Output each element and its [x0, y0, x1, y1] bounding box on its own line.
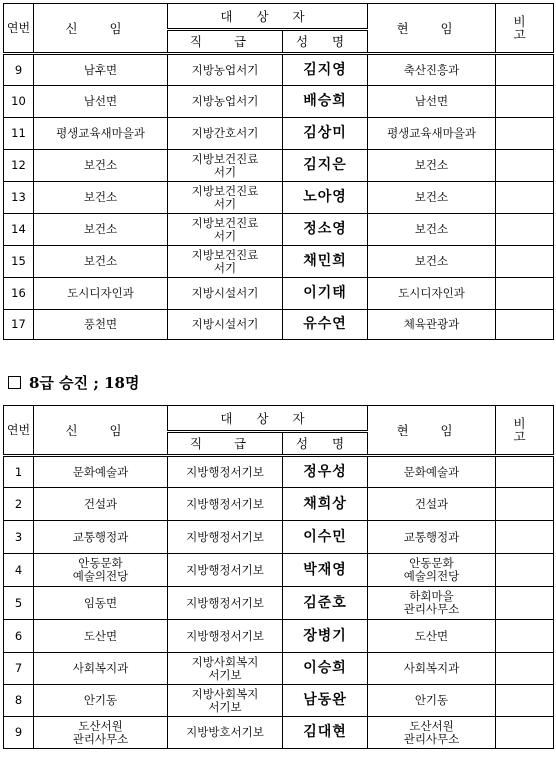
- table-row: [4, 86, 554, 118]
- cell-no: 7: [4, 653, 34, 685]
- table-row: [4, 717, 554, 749]
- promotion-table-1: [3, 3, 554, 340]
- cell-no: 2: [4, 488, 34, 521]
- cell-no: 10: [4, 86, 34, 118]
- cell-new-post: 풍천면: [34, 310, 168, 340]
- table-row: [4, 246, 554, 278]
- cell-grade: 지방사회복지 서기보: [168, 653, 283, 685]
- cell-new-post: 보건소: [34, 246, 168, 278]
- cell-grade: 지방행정서기보: [168, 620, 283, 653]
- cell-grade: 지방간호서기: [168, 118, 283, 150]
- cell-no: 17: [4, 310, 34, 340]
- cell-grade: 지방보건진료 서기: [168, 182, 283, 214]
- header-grade: 직 급: [168, 432, 283, 456]
- table-row: [4, 150, 554, 182]
- cell-grade: 지방행정서기보: [168, 456, 283, 488]
- cell-remarks: [496, 685, 554, 717]
- cell-current-post: 도시디자인과: [368, 278, 496, 310]
- cell-no: 11: [4, 118, 34, 150]
- cell-no: 1: [4, 456, 34, 488]
- table-row: [4, 521, 554, 554]
- cell-no: 15: [4, 246, 34, 278]
- header-name: 성 명: [283, 30, 368, 54]
- section-title: [8, 372, 139, 393]
- cell-no: 6: [4, 620, 34, 653]
- cell-new-post: 도시디자인과: [34, 278, 168, 310]
- cell-new-post: 문화예술과: [34, 456, 168, 488]
- table-row: [4, 182, 554, 214]
- header-new-post: 신 임: [34, 406, 168, 456]
- table-row: [4, 310, 554, 340]
- cell-name: 정우성: [283, 456, 368, 488]
- cell-current-post: 보건소: [368, 214, 496, 246]
- cell-current-post: 보건소: [368, 246, 496, 278]
- table-row: [4, 488, 554, 521]
- cell-current-post: 건설과: [368, 488, 496, 521]
- header-no: 연번: [4, 4, 34, 54]
- cell-grade: 지방행정서기보: [168, 554, 283, 587]
- cell-name: 배승희: [283, 86, 368, 118]
- cell-no: 16: [4, 278, 34, 310]
- header-no: 연번: [4, 406, 34, 456]
- cell-name: 이수민: [283, 521, 368, 554]
- cell-remarks: [496, 587, 554, 620]
- table-row: [4, 278, 554, 310]
- cell-name: 이승희: [283, 653, 368, 685]
- table-row: [4, 620, 554, 653]
- cell-new-post: 보건소: [34, 214, 168, 246]
- section-title-text: 8급 승진 ; 18명: [29, 374, 140, 392]
- cell-remarks: [496, 182, 554, 214]
- cell-remarks: [496, 310, 554, 340]
- cell-name: 노아영: [283, 182, 368, 214]
- cell-remarks: [496, 717, 554, 749]
- cell-name: 박재영: [283, 554, 368, 587]
- cell-grade: 지방행정서기보: [168, 521, 283, 554]
- header-name: 성 명: [283, 432, 368, 456]
- cell-current-post: 도산면: [368, 620, 496, 653]
- cell-no: 5: [4, 587, 34, 620]
- cell-no: 3: [4, 521, 34, 554]
- cell-no: 12: [4, 150, 34, 182]
- cell-grade: 지방보건진료 서기: [168, 214, 283, 246]
- cell-remarks: [496, 150, 554, 182]
- cell-current-post: 평생교육새마을과: [368, 118, 496, 150]
- cell-current-post: 남선면: [368, 86, 496, 118]
- cell-remarks: [496, 54, 554, 86]
- cell-grade: 지방농업서기: [168, 86, 283, 118]
- cell-new-post: 평생교육새마을과: [34, 118, 168, 150]
- cell-current-post: 도산서원 관리사무소: [368, 717, 496, 749]
- cell-current-post: 하회마을 관리사무소: [368, 587, 496, 620]
- header-current-post: 현 임: [368, 406, 496, 456]
- header-remarks: 비 고: [496, 406, 554, 456]
- cell-new-post: 보건소: [34, 150, 168, 182]
- header-remarks: 비 고: [496, 4, 554, 54]
- cell-name: 채희상: [283, 488, 368, 521]
- cell-name: 김대현: [283, 717, 368, 749]
- cell-grade: 지방행정서기보: [168, 587, 283, 620]
- cell-grade: 지방시설서기: [168, 310, 283, 340]
- table-row: [4, 118, 554, 150]
- cell-remarks: [496, 246, 554, 278]
- cell-current-post: 보건소: [368, 150, 496, 182]
- cell-current-post: 체육관광과: [368, 310, 496, 340]
- cell-current-post: 축산진흥과: [368, 54, 496, 86]
- cell-current-post: 안동문화 예술의전당: [368, 554, 496, 587]
- cell-name: 김상미: [283, 118, 368, 150]
- cell-name: 정소영: [283, 214, 368, 246]
- cell-no: 14: [4, 214, 34, 246]
- table-row: [4, 554, 554, 587]
- table-row: [4, 685, 554, 717]
- header-target: 대 상 자: [168, 4, 368, 30]
- promotion-table-2: [3, 405, 554, 749]
- cell-no: 9: [4, 717, 34, 749]
- cell-new-post: 남선면: [34, 86, 168, 118]
- cell-current-post: 안기동: [368, 685, 496, 717]
- cell-remarks: [496, 278, 554, 310]
- cell-new-post: 사회복지과: [34, 653, 168, 685]
- cell-no: 9: [4, 54, 34, 86]
- header-target: 대 상 자: [168, 406, 368, 432]
- cell-no: 4: [4, 554, 34, 587]
- cell-remarks: [496, 86, 554, 118]
- table-row: [4, 54, 554, 86]
- cell-name: 유수연: [283, 310, 368, 340]
- cell-remarks: [496, 456, 554, 488]
- header-new-post: 신 임: [34, 4, 168, 54]
- checkbox-square-icon: [8, 376, 21, 389]
- cell-current-post: 보건소: [368, 182, 496, 214]
- cell-name: 김지은: [283, 150, 368, 182]
- table-row: [4, 587, 554, 620]
- cell-new-post: 안기동: [34, 685, 168, 717]
- cell-current-post: 문화예술과: [368, 456, 496, 488]
- cell-new-post: 임동면: [34, 587, 168, 620]
- cell-remarks: [496, 118, 554, 150]
- cell-current-post: 사회복지과: [368, 653, 496, 685]
- cell-new-post: 보건소: [34, 182, 168, 214]
- table-row: [4, 214, 554, 246]
- cell-name: 남동완: [283, 685, 368, 717]
- cell-new-post: 교통행정과: [34, 521, 168, 554]
- cell-no: 13: [4, 182, 34, 214]
- table-row: [4, 653, 554, 685]
- cell-name: 채민희: [283, 246, 368, 278]
- cell-grade: 지방사회복지 서기보: [168, 685, 283, 717]
- cell-remarks: [496, 521, 554, 554]
- cell-new-post: 도산서원 관리사무소: [34, 717, 168, 749]
- cell-new-post: 건설과: [34, 488, 168, 521]
- cell-name: 장병기: [283, 620, 368, 653]
- cell-new-post: 남후면: [34, 54, 168, 86]
- cell-current-post: 교통행정과: [368, 521, 496, 554]
- cell-grade: 지방행정서기보: [168, 488, 283, 521]
- header-grade: 직 급: [168, 30, 283, 54]
- header-current-post: 현 임: [368, 4, 496, 54]
- cell-remarks: [496, 653, 554, 685]
- cell-name: 김지영: [283, 54, 368, 86]
- cell-grade: 지방보건진료 서기: [168, 246, 283, 278]
- cell-grade: 지방보건진료 서기: [168, 150, 283, 182]
- cell-new-post: 도산면: [34, 620, 168, 653]
- cell-remarks: [496, 554, 554, 587]
- cell-remarks: [496, 488, 554, 521]
- cell-new-post: 안동문화 예술의전당: [34, 554, 168, 587]
- cell-grade: 지방방호서기보: [168, 717, 283, 749]
- cell-name: 이기태: [283, 278, 368, 310]
- cell-grade: 지방농업서기: [168, 54, 283, 86]
- table-row: [4, 456, 554, 488]
- cell-remarks: [496, 620, 554, 653]
- cell-grade: 지방시설서기: [168, 278, 283, 310]
- cell-no: 8: [4, 685, 34, 717]
- cell-name: 김준호: [283, 587, 368, 620]
- cell-remarks: [496, 214, 554, 246]
